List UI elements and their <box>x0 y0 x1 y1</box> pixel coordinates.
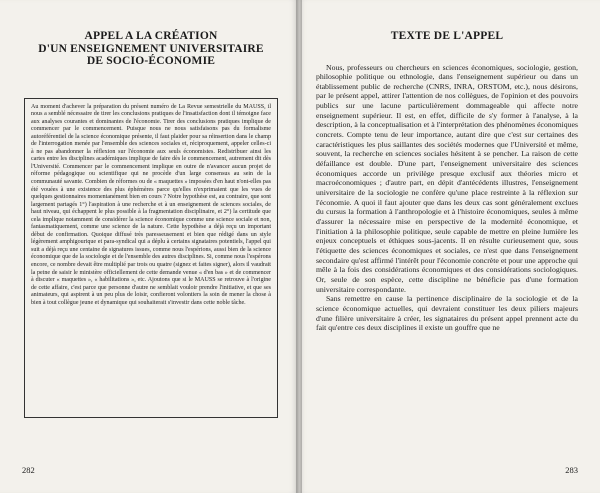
left-page-title <box>22 30 280 68</box>
book-gutter <box>296 0 302 493</box>
right-page <box>298 0 600 493</box>
left-page <box>0 0 298 493</box>
appeal-text <box>316 63 578 333</box>
page-number: 283 <box>565 465 578 475</box>
page-number: 282 <box>22 465 35 475</box>
introduction-box: Au moment d'achever la préparation du présent numéro de La Revue semestrielle du MAUSS, il nous a semblé nécessaire de tirer les conclusions pratiques de l'insatisfaction dont il témoigne face aux analyses courantes et dominantes de l'économie. Tirer des conclusions pratiques implique de commencer par le commencement. Puisque nous ne nous satisfaisons pas du formalisme autoréférentiel de la science économique présente, il faut plaider pour sa réinsertion dans le champ de l'interrogation menée par l'ensemble des sciences sociales et, réciproquement, appeler celles-ci à ne pas abandonner la réflexion sur l'économie aux seuls économistes. Redistribuer ainsi les cartes entre les disciplines académiques implique de faire dès le commencement, autrement dit dès l'Université. Commencer par le commencement implique en outre de n'avancer aucun projet de réforme pédagogique ou scientifique qui ne procède d'un large consensus au sein de la communauté savante. Combien de réformes ou de « maquettes » imposées d'en haut n'ont-elles pas été vouées à une existence des plus éphémères parce qu'elles n'exprimaient que les vues de quelques gestionnaires momentanément bien en cours ? Notre hypothèse est, au contraire, que sont largement partagés 1°) l'aspiration à une recherche et à un enseignement de sciences sociales, de haut niveau, qui échappent le plus possible à la fragmentation disciplinaire, et 2°) la certitude que cela implique notamment de considérer la science économique comme une science sociale et non, fantasmatiquement, comme une science de la nature. Cette hypothèse a déjà reçu un important début de confirmation. Quoique diffusé très paresseusement et bien que rédigé dans un style légèrement amphigourique et para-syndical qui a déplu à certains signataires potentiels, l'appel qui suit a déjà reçu une centaine de signatures issues, comme nous l'espérions, aussi bien de la science économique que de la sociologie et de l'ensemble des autres disciplines. Si, comme nous l'espérons encore, ce nombre devait être multiplié par trois ou quatre (signez et faites signer), alors il vaudrait la peine de saisir le ministère officiellement de cette demande venue « d'en bas » et de commencer à discuter « maquettes », « habilitations », etc. Ajoutons que si le MAUSS se retrouve à l'origine de cette affaire, c'est parce que personne d'autre ne semblait vouloir prendre l'initiative, et que ses animateurs, qui aspirent à un peu plus de loisir, confieront volontiers la soin de mener la chose à bien à tout collègue jeune et dynamique qui souhaiterait s'investir dans cette noble tâche. <box>24 98 278 418</box>
paragraph: Nous, professeurs ou chercheurs en sciences économiques, sociologie, gestion, philosophie politique ou ethnologie, dans l'enseignement supérieur ou dans un établissement public de recherche (CNRS, INRA, ORSTOM, etc.), nous désirons, par le présent appel, attirer l'attention de nos collègues, de l'opinion et des pouvoirs publics sur une lacune particulièrement dommageable qui affecte notre enseignement supérieur. Il est, en effet, difficile de s'y former à l'analyse, à la description, à la conceptualisation et à l'interprétation des phénomènes économiques concrets. Compte tenu de leur importance, autant dire que c'est sur certaines des caractéristiques les plus saillantes des sociétés modernes que l'Université et même, souvent, la recherche en sciences sociales hésitent à se pencher. La raison de cette défaillance est double. D'une part, l'enseignement universitaire des sciences économiques accorde un privilège presque exclusif aux théories micro et macroéconomiques ; d'autre part, en dépit d'antécédents illustres, l'enseignement universitaire de la sociologie ne confère qu'une place restreinte à la réflexion sur l'économie. A quoi il faut ajouter que dans les deux cas sont généralement exclues du cursus la formation à l'anthropologie et à l'histoire économiques, seules à même d'assurer la nécessaire mise en perspective de la modernité économique, et l'initiation à la philosophie politique, seule capable de mettre en pleine lumière les enjeux conceptuels et éthiques sous-jacents. Il en résulte curieusement que, sous l'étiquette des sciences économiques et sociales, ce n'est que dans l'enseignement secondaire qu'est affirmé l'intérêt pour l'économie concrète et pour une approche qui mêle à la fois des considérations économiques et des considérations sociologiques. Or, seule de son espèce, cette discipline ne bénéficie pas d'une formation universitaire correspondante. <box>316 62 578 294</box>
title-line: D'UN ENSEIGNEMENT UNIVERSITAIRE <box>38 42 264 55</box>
right-page-title: TEXTE DE L'APPEL <box>390 30 504 42</box>
paragraph: Sans remettre en cause la pertinence disciplinaire de la sociologie et de la science économique actuelles, qui devraient constituer les deux piliers majeurs d'une filière universitaire à créer, les signataires du présent appel prennent acte du fait qu'entre ces deux disciplines il existe un gouffre que ne <box>316 294 578 333</box>
title-line: DE SOCIO-ÉCONOMIE <box>86 55 216 67</box>
title-line: APPEL A LA CRÉATION <box>84 30 218 42</box>
